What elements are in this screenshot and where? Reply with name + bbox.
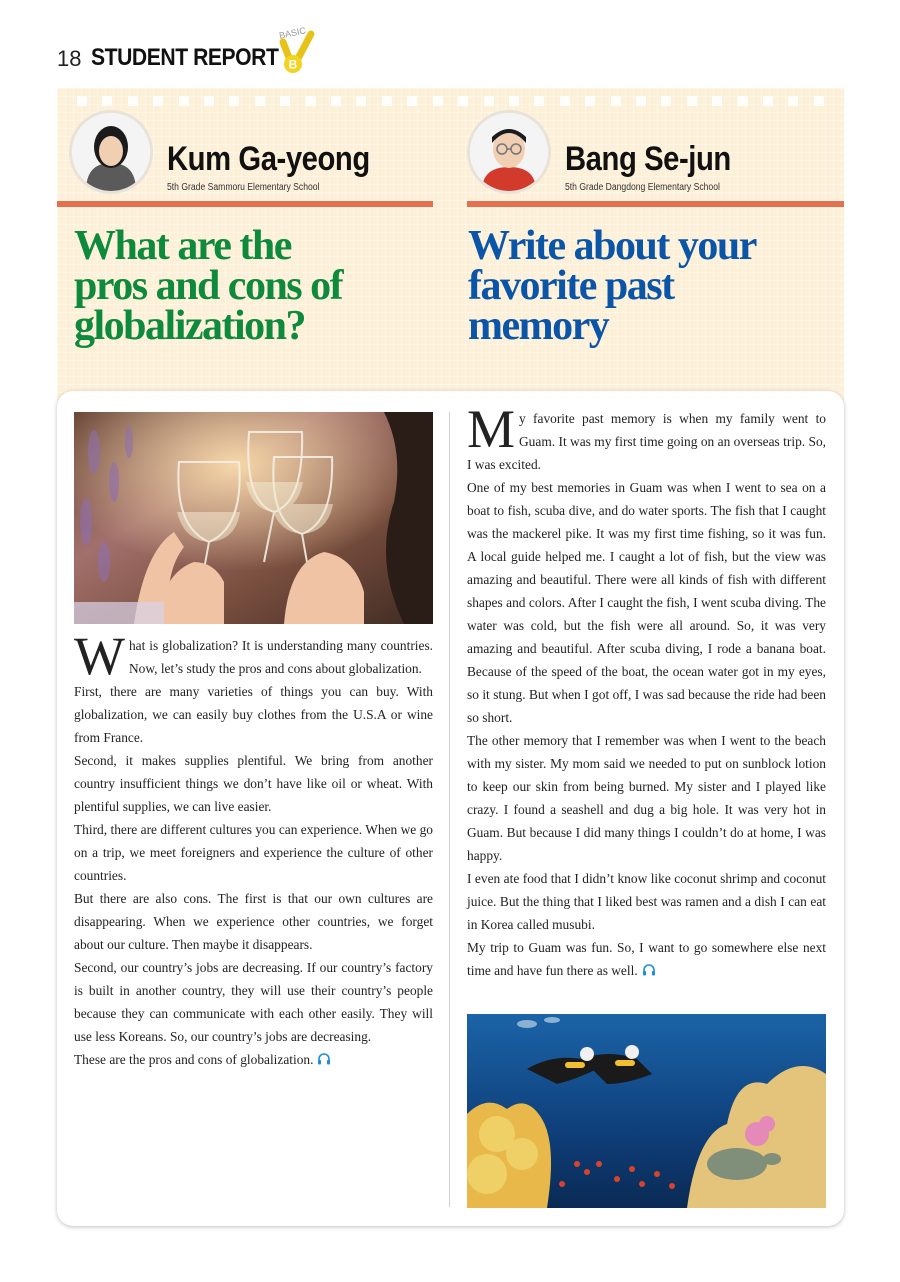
- article-paragraph: I even ate food that I didn’t know like coconut shrimp and coconut juice. But the thing that I liked best was ramen and a dish I can eat in Korea called musubi.: [467, 871, 826, 932]
- binder-holes: [77, 96, 824, 106]
- right-author: [467, 110, 837, 200]
- column-divider: [449, 412, 450, 1207]
- article-paragraph: The other memory that I remember was when I went to the beach with my sister. My mom said we needed to put on sunblock lotion to keep our skin from being burned. My sister and I played like crazy. I found a seashell and dug a big hole. It was very hot in Guam. But because I did many things I couldn’t do at home, I was happy.: [467, 733, 826, 863]
- page-number: 18: [57, 46, 82, 71]
- topic-line: pros and cons of: [74, 263, 343, 309]
- left-topic-title: [74, 223, 444, 349]
- avatar: [69, 110, 153, 194]
- right-title-rule: [467, 201, 844, 207]
- section-title: STUDENT REPORT: [91, 44, 279, 71]
- headphones-icon[interactable]: [317, 1053, 331, 1065]
- article-paragraph: Second, it makes supplies plentiful. We bring from another country insufficient things we don’t have like oil or wheat. With plentiful supplies, we can live easier.: [74, 753, 433, 814]
- left-article: [74, 626, 433, 1071]
- article-paragraph: Second, our country’s jobs are decreasing. If our country’s factory is built in another country, they will use their country’s people because they can communicate with each other easily. They will use less Koreans. So, our country’s jobs are decreasing.: [74, 960, 433, 1044]
- left-title-rule: [57, 201, 433, 207]
- article-paragraph: But there are also cons. The first is that our own cultures are disappearing. When we experience other countries, we forget about our culture. Then maybe it disappears.: [74, 891, 433, 952]
- topic-line: Write about your: [468, 223, 756, 269]
- drop-cap: W: [74, 626, 125, 686]
- badge-level-text: BASIC: [278, 25, 307, 41]
- right-article: [467, 399, 826, 982]
- article-paragraph: These are the pros and cons of globalization.: [74, 1048, 433, 1071]
- author-name: Kum Ga-yeong: [167, 140, 370, 178]
- badge-letter: B: [288, 57, 298, 72]
- article-paragraph: My trip to Guam was fun. So, I want to go somewhere else next time and have fun there as well.: [467, 940, 826, 978]
- basic-level-badge: [277, 25, 317, 78]
- topic-line: What are the: [74, 223, 291, 269]
- topic-line: memory: [468, 303, 609, 349]
- avatar: [467, 110, 551, 194]
- author-school: 5th Grade Sammoru Elementary School: [167, 182, 320, 193]
- article-paragraph: My favorite past memory is when my family went to Guam. It was my first time going on an overseas trip. So, I was excited.: [467, 399, 826, 472]
- scuba-divers-photo: [467, 1014, 826, 1208]
- article-paragraph: First, there are many varieties of things you can buy. With globalization, we can easily buy clothes from the U.S.A or wine from France.: [74, 684, 433, 745]
- headphones-icon[interactable]: [642, 964, 656, 976]
- topic-line: favorite past: [468, 263, 674, 309]
- topic-line: globalization?: [74, 303, 306, 349]
- article-paragraph: One of my best memories in Guam was when I went to sea on a boat to fish, scuba dive, and do water sports. The fish that I caught was the mackerel pike. It was my first time fishing, so it was fun. A local guide helped me. I caught a lot of fish, but the view was amazing and beautiful. There were all kinds of fish with different shapes and colors. After I caught the fish, I went scuba diving. The water was cold, but the fish were all around. So, it was very amazing and beautiful. After scuba diving, I rode a banana boat. Because of the speed of the boat, the ocean water got in my eyes, so it stung. But when I got off, I was sad because the ride had been so short.: [467, 480, 826, 725]
- drop-cap: M: [467, 399, 516, 459]
- article-paragraph: Third, there are different cultures you can experience. When we go on a trip, we meet foreigners and experience the culture of other countries.: [74, 822, 433, 883]
- wine-glasses-photo: [74, 412, 433, 624]
- left-author: [69, 110, 439, 200]
- author-name: Bang Se-jun: [565, 140, 731, 178]
- article-paragraph: What is globalization? It is understanding many countries. Now, let’s study the pros and cons about globalization.: [74, 626, 433, 686]
- author-school: 5th Grade Dangdong Elementary School: [565, 182, 720, 193]
- right-topic-title: [468, 223, 838, 349]
